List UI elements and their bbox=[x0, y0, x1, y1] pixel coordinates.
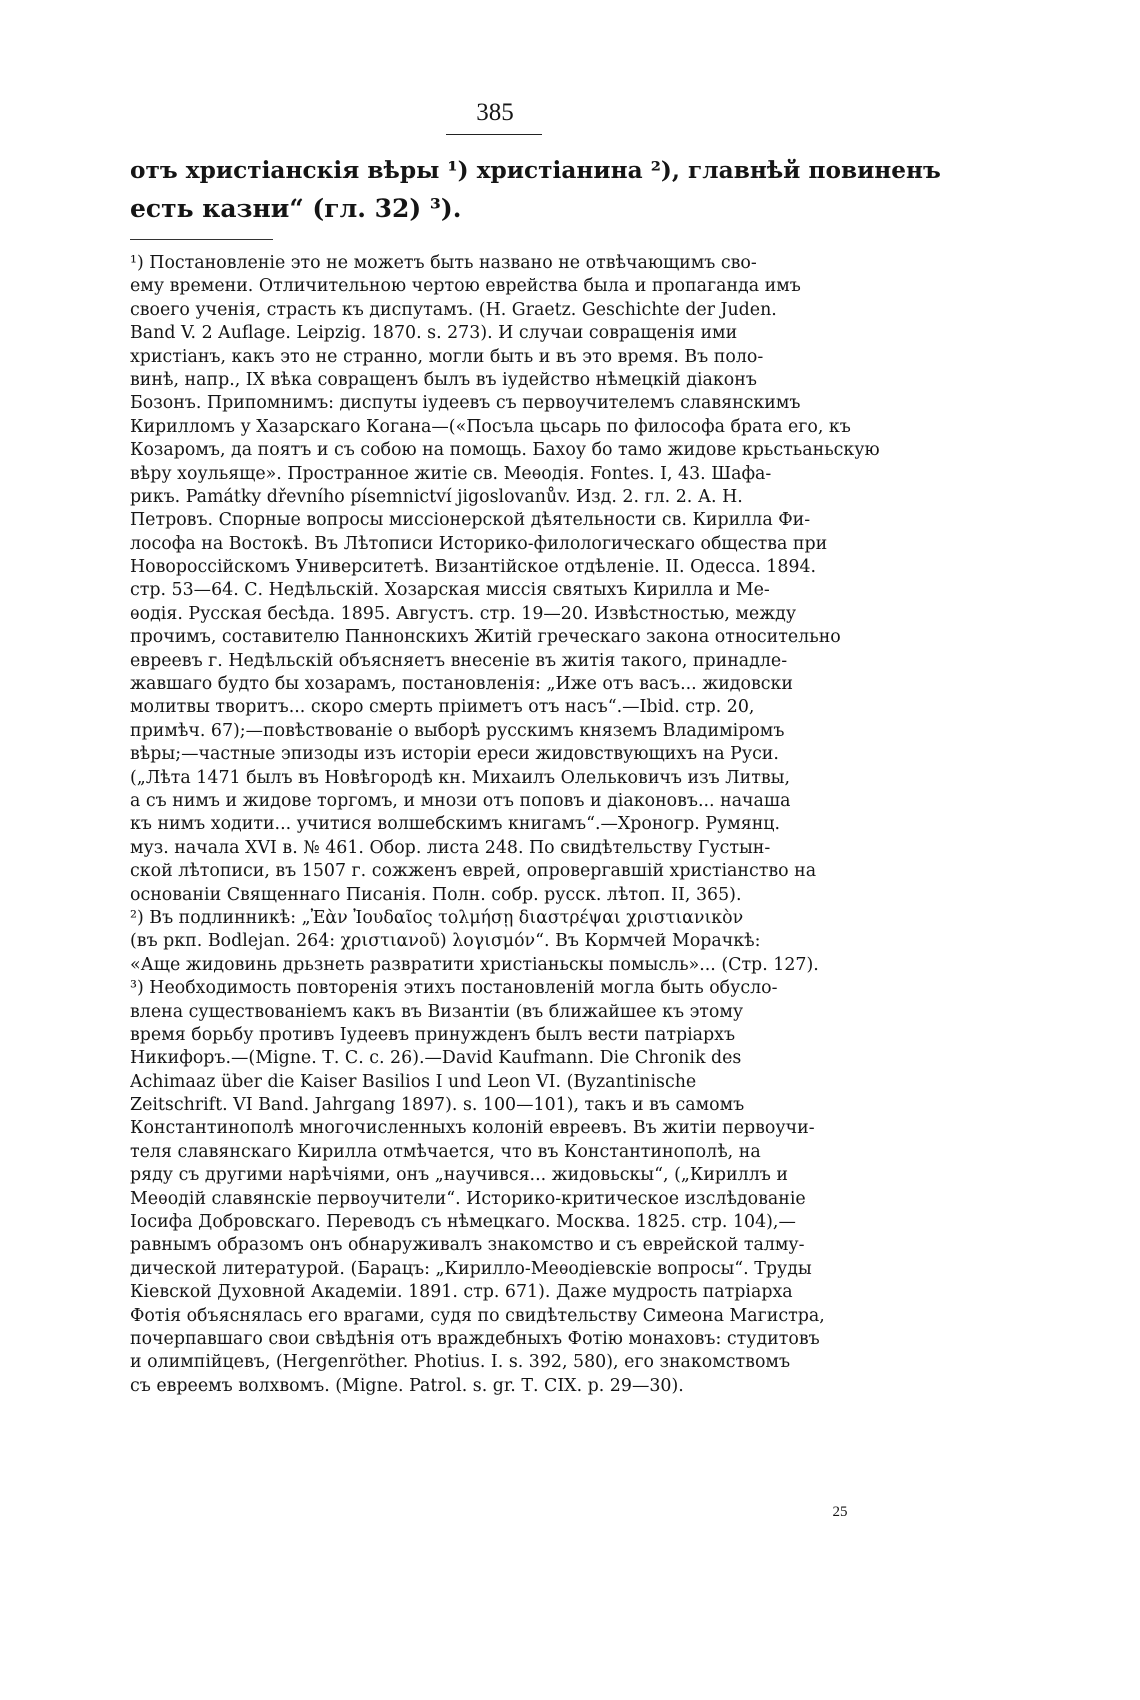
footnote-line: равнымъ образомъ онъ обнаруживалъ знакомство и съ еврейской талму- bbox=[130, 1235, 805, 1256]
footnote-line: Кирилломъ у Хазарскаго Когана—(«Посъла цьсарь по философа брата его, къ bbox=[130, 416, 851, 437]
footnote-line: вѣры;—частные эпизоды изъ исторіи ереси жидовствующихъ на Руси. bbox=[130, 744, 779, 765]
footnote-separator bbox=[130, 239, 273, 240]
footnote-line: ³) Необходимость повторенія этихъ постановленій могла быть обусло- bbox=[130, 978, 778, 999]
footnote-line: своего ученія, страсть къ диспутамъ. (Н. Graetz. Geschichte der Juden. bbox=[130, 299, 777, 320]
footnote-line: основаніи Священнаго Писанія. Полн. собр. русск. лѣтоп. II, 365). bbox=[130, 884, 742, 905]
footnote-line: Никифоръ.—(Migne. Т. С. с. 26).—David Kaufmann. Die Chronik des bbox=[130, 1048, 742, 1069]
signature-mark: 25 bbox=[832, 1504, 848, 1520]
footnote-line: ему времени. Отличительною чертою еврейства была и пропаганда имъ bbox=[130, 276, 801, 297]
footnote-line: теля славянскаго Кирилла отмѣчается, что въ Константинополѣ, на bbox=[130, 1141, 761, 1162]
footnote-line: Бозонъ. Припомнимъ: диспуты іудеевъ съ первоучителемъ славянскимъ bbox=[130, 393, 801, 414]
footnote-line: стр. 53—64. С. Недѣльскій. Хозарская миссія святыхъ Кирилла и Ме- bbox=[130, 580, 770, 601]
footnote-line: лософа на Востокѣ. Въ Лѣтописи Историко-филологическаго общества при bbox=[130, 533, 828, 554]
footnote-line: жавшаго будто бы хозарамъ, постановленія: „Иже отъ васъ... жидовски bbox=[130, 674, 793, 695]
footnote-line: прочимъ, составителю Паннонскихъ Житій греческаго закона относительно bbox=[130, 627, 841, 648]
footnote-line: рикъ. Památky dřevního písemnictví jigoslovanův. Изд. 2. гл. 2. А. Н. bbox=[130, 486, 743, 507]
footnote-line: Zeitschrift. VI Band. Jahrgang 1897). s. 100—101), такъ и въ самомъ bbox=[130, 1095, 745, 1116]
footnote-line: ²) Въ подлинникѣ: „Ἐὰν Ἰουδαῖος τολμήσῃ διαστρέψαι χριστιανικὸν bbox=[130, 907, 744, 928]
page-number: 385 bbox=[476, 99, 514, 126]
footnote-line: почерпавшаго свои свѣдѣнія отъ враждебныхъ Фотію монаховъ: студитовъ bbox=[130, 1328, 820, 1349]
page-number-rule bbox=[446, 134, 542, 135]
footnote-line: (въ ркп. Bodlejan. 264: χριστιανοῦ) λογισμόν“. Въ Кормчей Морачкѣ: bbox=[130, 931, 761, 952]
footnote-line: Петровъ. Спорные вопросы миссіонерской дѣятельности св. Кирилла Фи- bbox=[130, 510, 811, 531]
main-text bbox=[130, 152, 945, 228]
footnote-line: «Аще жидовинь дрьзнеть развратити христіаньскы помысль»... (Стр. 127). bbox=[130, 954, 819, 975]
main-text-line: есть казни“ (гл. 32) ³). bbox=[130, 194, 462, 223]
footnote-line: вѣру хоульяще». Пространное житіе св. Меѳодія. Fontes. I, 43. Шафа- bbox=[130, 463, 772, 484]
footnote-line: муз. начала XVI в. № 461. Обор. листа 248. По свидѣтельству Густын- bbox=[130, 837, 771, 858]
footnote-line: Achimaaz über die Kaiser Basilios I und Leon VI. (Byzantinische bbox=[130, 1071, 697, 1092]
footnote-line: евреевъ г. Недѣльскій объясняетъ внесеніе въ житія такого, принадле- bbox=[130, 650, 788, 671]
footnote-line: христіанъ, какъ это не странно, могли быть и въ это время. Въ поло- bbox=[130, 346, 764, 367]
main-text-line: отъ христіанскія вѣры ¹) христіанина ²), главнѣй повиненъ bbox=[130, 157, 941, 184]
footnote-line: винѣ, напр., IX вѣка совращенъ былъ въ іудейство нѣмецкій діаконъ bbox=[130, 369, 757, 390]
footnote-line: Кіевской Духовной Академіи. 1891. стр. 671). Даже мудрость патріарха bbox=[130, 1282, 793, 1303]
footnote-line: Іосифа Добровскаго. Переводъ съ нѣмецкаго. Москва. 1825. стр. 104),— bbox=[130, 1212, 796, 1233]
footnote-line: ¹) Постановленіе это не можетъ быть названо не отвѣчающимъ сво- bbox=[130, 253, 757, 273]
footnote-line: („Лѣта 1471 былъ въ Новѣгородѣ кн. Михаилъ Олельковичъ изъ Литвы, bbox=[130, 767, 791, 788]
footnote-line: время борьбу противъ Іудеевъ принужденъ былъ вести патріархъ bbox=[130, 1024, 736, 1045]
footnote-line: примѣч. 67);—повѣствованіе о выборѣ русскимъ княземъ Владиміромъ bbox=[130, 720, 785, 741]
footnote-line: Козаромъ, да поятъ и съ собою на помощь. Бахоу бо тамо жидове крьстьаньскую bbox=[130, 440, 880, 461]
footnote-line: Новороссійскомъ Университетѣ. Византійское отдѣленіе. II. Одесса. 1894. bbox=[130, 557, 817, 578]
footnote-line: ѳодія. Русская бесѣда. 1895. Августъ. стр. 19—20. Извѣстностью, между bbox=[130, 603, 797, 624]
footnote-line: Фотія объяснялась его врагами, судя по свидѣтельству Симеона Магистра, bbox=[130, 1305, 825, 1326]
footnote-line: ской лѣтописи, въ 1507 г. сожженъ еврей, опровергавшій христіанство на bbox=[130, 861, 817, 882]
footnote-line: Константинополѣ многочисленныхъ колоній евреевъ. Въ житіи первоучи- bbox=[130, 1118, 815, 1139]
footnote-line: влена существованіемъ какъ въ Византіи (въ ближайшее къ этому bbox=[130, 1001, 744, 1022]
footnote-line: молитвы творитъ... скоро смерть пріиметъ отъ насъ“.—Ibid. стр. 20, bbox=[130, 697, 755, 718]
footnote-line: съ евреемъ волхвомъ. (Migne. Patrol. s. gr. Т. CIX. p. 29—30). bbox=[130, 1375, 684, 1396]
footnote-line: ряду съ другими нарѣчіями, онъ „научився... жидовьскы“, („Кириллъ и bbox=[130, 1165, 788, 1186]
footnote-line: и олимпійцевъ, (Hergenröther. Photius. I. s. 392, 580), его знакомствомъ bbox=[130, 1352, 791, 1373]
footnote-line: Меѳодій славянскіе первоучители“. Историко-критическое изслѣдованіе bbox=[130, 1188, 806, 1209]
footnote-line: а съ нимъ и жидове торгомъ, и мнози отъ поповъ и діаконовъ... начаша bbox=[130, 790, 791, 811]
footnote-line: Band V. 2 Auflage. Leipzig. 1870. s. 273). И случаи совращенія ими bbox=[130, 323, 738, 344]
footnotes bbox=[130, 252, 950, 1398]
footnote-line: къ нимъ ходити... учитися волшебскимъ книгамъ“.—Хроногр. Румянц. bbox=[130, 814, 781, 835]
footnote-line: дической литературой. (Барацъ: „Кирилло-Меѳодіевскіе вопросы“. Труды bbox=[130, 1258, 812, 1279]
